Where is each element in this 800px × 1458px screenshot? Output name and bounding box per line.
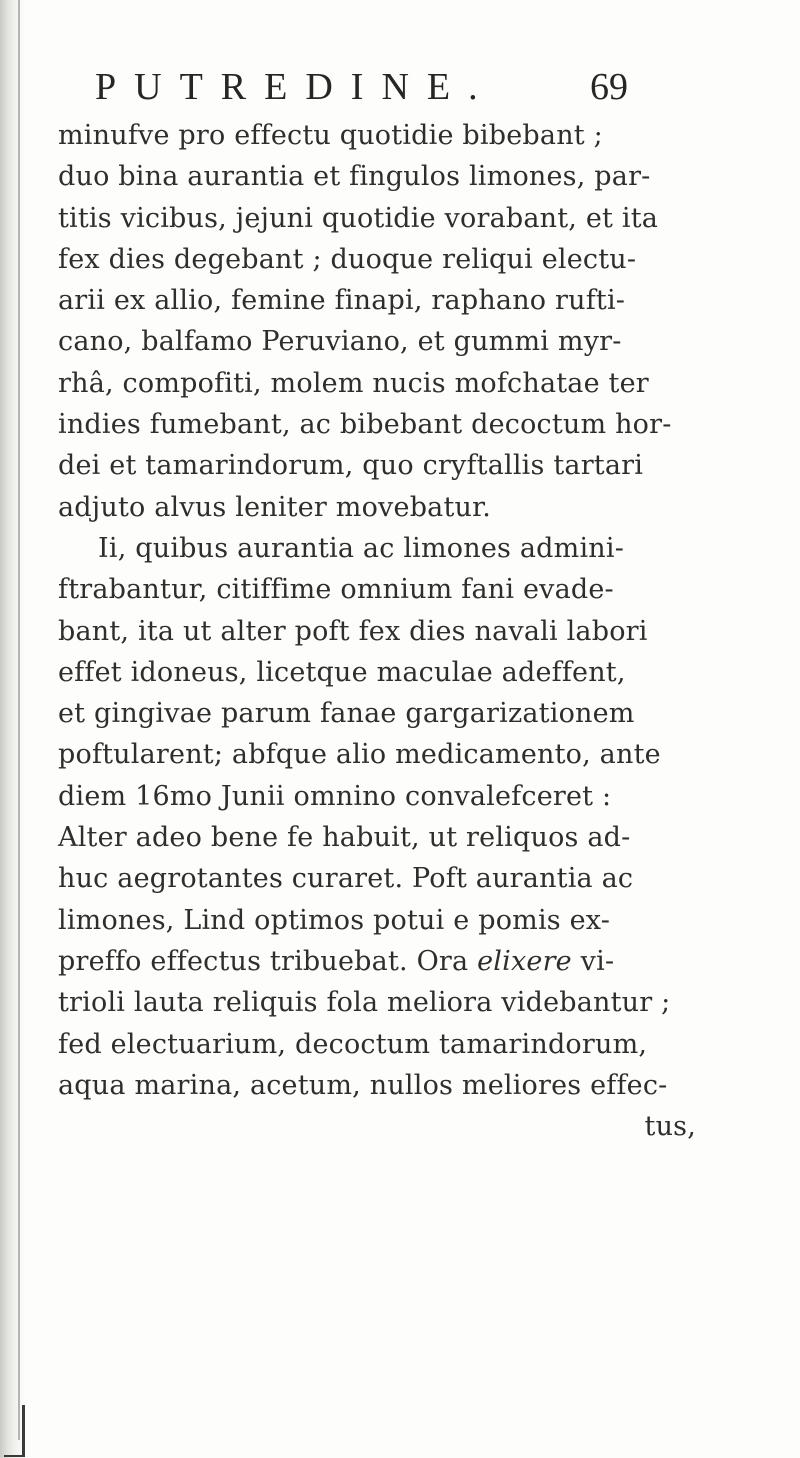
text-line: minufve pro effectu quotidie bibebant ; [58,120,603,151]
text-line: cano, balfamo Peruviano, et gummi myr- [58,326,622,358]
gutter-edge-line [18,0,20,1440]
binding-gutter [0,0,26,1458]
text-line-mixed [58,941,758,982]
text-line-start: preffo effectus tribuebat. Ora [58,945,469,977]
catchword: tus, [644,1111,696,1143]
text-line: duo bina aurantia et fingulos limones, par- [58,161,651,193]
text-line: rhâ, compofiti, molem nucis mofchatae ter [58,367,649,399]
text-line: dei et tamarindorum, quo cryftallis tartari [58,450,644,482]
text-line: indies fumebant, ac bibebant decoctum hor- [58,409,672,441]
text-line: fed electuarium, decoctum tamarindorum, [58,1028,648,1060]
text-line: effet idoneus, licetque maculae adeffent, [58,656,626,688]
text-line-end: vi- [580,945,615,977]
text-line: ftrabantur, citiffime omnium fani evade- [58,574,614,606]
gutter-corner-mark [4,1405,25,1457]
text-line: poftularent; abfque alio medicamento, ante [58,739,661,771]
text-line: trioli lauta reliquis fola meliora videbantur ; [58,987,671,1019]
running-head: PUTREDINE. [95,66,496,108]
page-number: 69 [590,66,628,108]
italic-phrase: elixere [477,945,572,977]
text-line: aqua marina, acetum, nullos meliores effec- [58,1069,668,1101]
text-line: titis vicibus, jejuni quotidie vorabant, et ita [58,202,659,234]
text-line: fex dies degebant ; duoque reliqui electu- [58,243,637,275]
text-line: huc aegrotantes curaret. Poft aurantia ac [58,863,634,895]
text-line: arii ex allio, femine finapi, raphano rufti- [58,285,626,317]
text-line: diem 16mo Junii omnino convalefceret : [58,780,612,812]
text-line: bant, ita ut alter poft fex dies navali labori [58,615,648,647]
text-line: Alter adeo bene fe habuit, ut reliquos ad- [58,822,631,854]
text-line: adjuto alvus leniter movebatur. [58,491,492,523]
text-line: et gingivae parum fanae gargarizationem [58,698,635,730]
text-line: Ii, quibus aurantia ac limones admini- [98,532,625,564]
body-text [58,115,758,1147]
text-line: limones, Lind optimos potui e pomis ex- [58,904,611,936]
